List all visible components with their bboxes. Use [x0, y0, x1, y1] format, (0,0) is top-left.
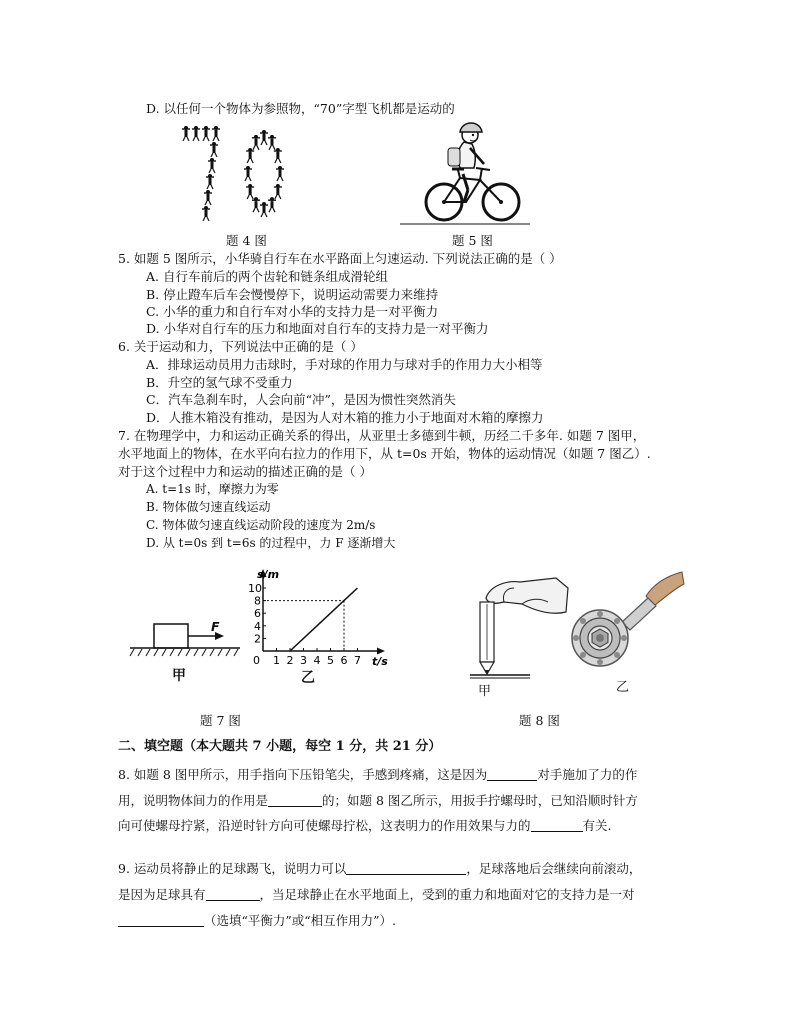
q5-option-d: D. 小华对自行车的压力和地面对自行车的支持力是一对平衡力	[146, 321, 489, 336]
skydiver-figure	[202, 206, 210, 221]
figure-7-st-chart	[240, 566, 400, 680]
q8-line-3-text-a: 向可使螺母拧紧，沿逆时针方向可使螺母拧松，这表明力的作用效果与力的	[118, 818, 531, 833]
y-tick-label: 4	[254, 619, 261, 633]
q7-stem-line-2: 水平地面上的物体，在水平向右拉力的作用下，从 t=0s 开始，物体的运动情况（如题 7 图乙）.	[118, 446, 651, 461]
x-tick-label: 2	[286, 654, 294, 667]
skydiver-figure	[260, 130, 268, 145]
q9-line-3-text: （选填“平衡力”或“相互作用力”）.	[204, 913, 397, 928]
q9-line-1	[118, 861, 641, 877]
q4-option-d: D. 以任何一个物体为参照物，“70”字型飞机都是运动的	[146, 101, 455, 116]
figure-8-jia-pencil	[470, 572, 570, 682]
y-tick-label: 6	[254, 607, 261, 621]
q8-line-2-text-a: 用，说明物体间力的作用是	[118, 793, 269, 808]
q9-line-2-text-b: ，当足球静止在水平地面上，受到的重力和地面对它的支持力是一对	[259, 887, 635, 902]
figure-4-caption: 题 4 图	[226, 233, 267, 248]
skydiver-figure	[274, 184, 282, 199]
q9-answer-blank-3[interactable]	[118, 914, 204, 927]
y-tick-label: 10	[248, 582, 262, 595]
q8-line-2-text-b: 的；如题 8 图乙所示，用扳手拧螺母时，已知沿顺时针方	[322, 793, 638, 808]
q5-option-a: A. 自行车前后的两个齿轮和链条组成滑轮组	[146, 269, 388, 284]
skydiver-figure	[204, 190, 212, 205]
q5-stem: 5. 如题 5 图所示，小华骑自行车在水平路面上匀速运动. 下列说法正确的是（ ）	[118, 251, 562, 266]
x-tick-label: 5	[327, 654, 334, 667]
skydiver-figure	[268, 135, 276, 150]
q9-answer-blank-1[interactable]	[346, 862, 466, 875]
skydiver-figure	[246, 184, 254, 199]
y-tick-label: 2	[254, 632, 261, 646]
figure-7-jia-block	[130, 616, 240, 660]
q8-line-1-text-a: 8. 如题 8 图甲所示，用手指向下压铅笔尖，手感到疼痛，这是因为	[118, 767, 488, 782]
skydiver-figure	[252, 135, 260, 150]
q9-answer-blank-2[interactable]	[206, 888, 260, 901]
skydiver-figure	[276, 166, 284, 181]
skydiver-figure	[202, 126, 210, 141]
section-2-title: 二、填空题（本大题共 7 小题，每空 1 分，共 21 分）	[118, 739, 442, 754]
series-segment	[290, 601, 344, 651]
x-axis-arrow	[377, 648, 385, 655]
q8-answer-blank-2[interactable]	[268, 794, 322, 807]
q6-option-a: A．排球运动员用力击球时，手对球的作用力与球对手的作用力大小相等	[146, 357, 543, 372]
q7-option-b: B. 物体做匀速直线运动	[146, 500, 271, 514]
skydiver-figure	[212, 126, 220, 141]
q5-option-b: B. 停止蹬车后车会慢慢停下，说明运动需要力来维持	[146, 287, 439, 302]
force-label: F	[211, 619, 220, 634]
q8-line-2	[118, 793, 638, 809]
q8-line-3	[118, 818, 612, 834]
q7-option-d: D. 从 t=0s 到 t=6s 的过程中，力 F 逐渐增大	[146, 536, 396, 550]
figure-8-jia-label: 甲	[478, 684, 492, 699]
figure-7-yi-label: 乙	[301, 670, 315, 686]
skydiver-figure	[260, 202, 268, 217]
q7-stem-line-3: 对于这个过程中力和运动的描述正确的是（ ）	[118, 464, 372, 479]
series-segment	[344, 588, 358, 601]
x-tick-label: 1	[273, 654, 280, 667]
figure-7-caption: 题 7 图	[200, 713, 241, 728]
y-tick-label: 8	[254, 594, 261, 608]
q8-line-1	[118, 767, 637, 783]
q9-line-2-text-a: 是因为足球具有	[118, 887, 206, 902]
x-tick-label: 7	[354, 654, 361, 667]
q9-line-3	[118, 913, 396, 929]
skydiver-figure	[268, 197, 276, 212]
skydiver-figure	[274, 148, 282, 163]
figure-5-caption: 题 5 图	[452, 233, 493, 248]
figure-7-jia-label: 甲	[172, 668, 186, 684]
skydiver-figure	[192, 126, 200, 141]
q9-line-2	[118, 887, 635, 903]
figure-4-formation	[180, 124, 300, 220]
figure-8-yi-wrench	[562, 570, 686, 674]
x-tick-label: 0	[253, 654, 260, 667]
skydiver-figure	[210, 142, 218, 157]
figure-5-cyclist	[400, 118, 530, 226]
q9-line-1-text-a: 9. 运动员将静止的足球踢飞，说明力可以	[118, 861, 347, 876]
skydiver-figure	[182, 126, 190, 141]
x-tick-label: 4	[313, 654, 321, 667]
skydiver-figure	[246, 148, 254, 163]
x-tick-label: 6	[340, 654, 348, 667]
figure-8-caption: 题 8 图	[519, 713, 560, 728]
q6-stem: 6. 关于运动和力，下列说法中正确的是（ ）	[118, 339, 363, 354]
q6-option-c: C．汽车急刹车时，人会向前“冲”，是因为惯性突然消失	[146, 392, 456, 407]
q7-stem-line-1: 7. 在物理学中，力和运动正确关系的得出，从亚里士多德到牛顿，历经二千多年. 如题 7 图甲，	[118, 428, 646, 443]
q8-line-3-text-b: 有关.	[582, 818, 612, 833]
q9-line-1-text-b: ，足球落地后会继续向前滚动，	[466, 861, 642, 876]
q8-answer-blank-1[interactable]	[487, 768, 537, 781]
skydiver-figure	[208, 158, 216, 173]
skydiver-figure	[244, 166, 252, 181]
y-axis-label: s/m	[257, 568, 280, 581]
q5-option-c: C. 小华的重力和自行车对小华的支持力是一对平衡力	[146, 304, 439, 319]
skydiver-figure	[252, 197, 260, 212]
q8-line-1-text-b: 对手施加了力的作	[537, 767, 638, 782]
q7-option-c: C. 物体做匀速直线运动阶段的速度为 2m/s	[146, 518, 376, 532]
q6-option-b: B．升空的氢气球不受重力	[146, 375, 293, 390]
q8-answer-blank-3[interactable]	[531, 819, 583, 832]
x-tick-label: 3	[300, 654, 307, 667]
q6-option-d: D．人推木箱没有推动，是因为人对木箱的推力小于地面对木箱的摩擦力	[146, 410, 544, 425]
figure-8-yi-label: 乙	[616, 680, 630, 695]
q7-option-a: A. t=1s 时，摩擦力为零	[146, 482, 279, 496]
skydiver-figure	[206, 174, 214, 189]
x-axis-label: t/s	[372, 655, 388, 668]
